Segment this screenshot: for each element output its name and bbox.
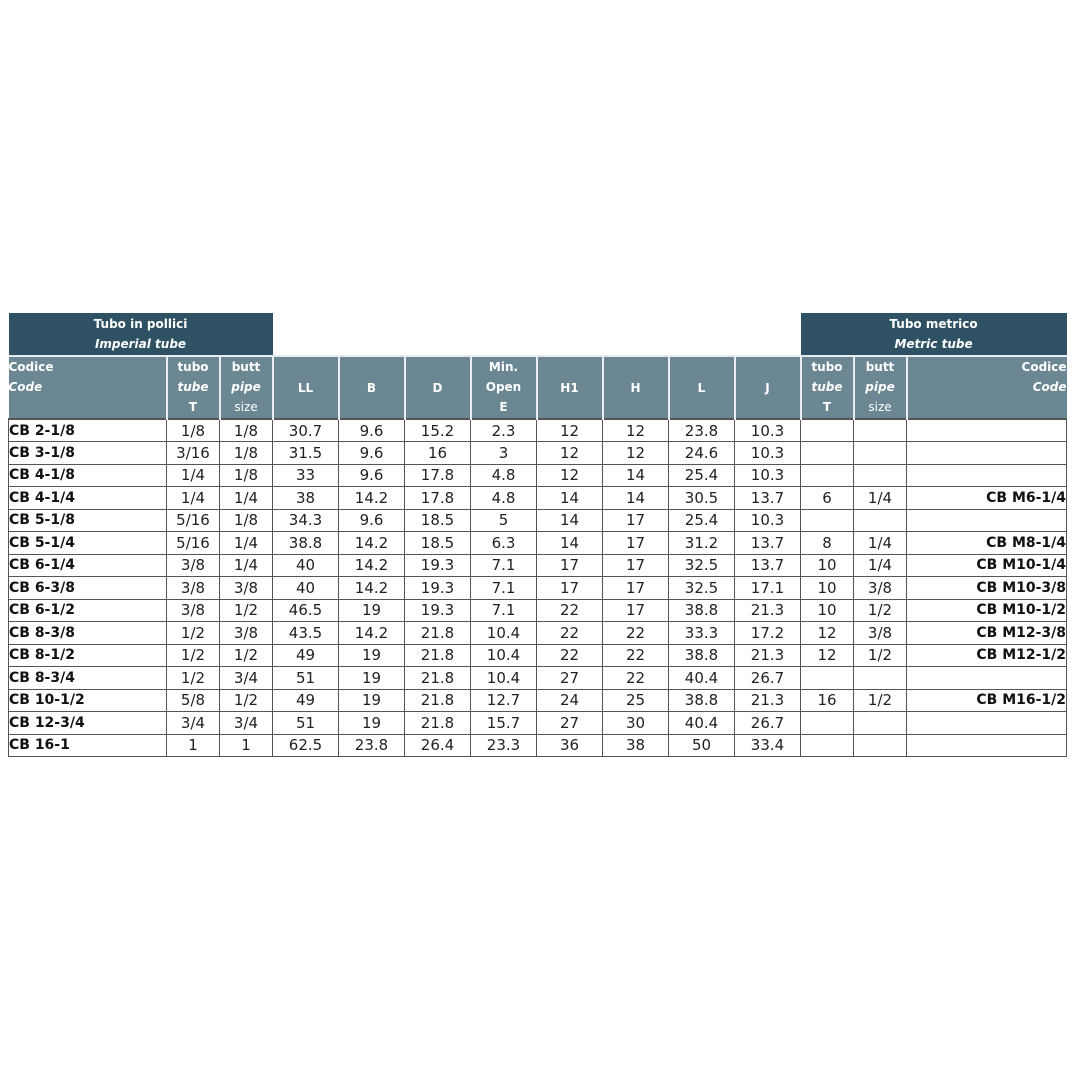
cell-h: 17 (603, 532, 669, 555)
cell-j: 21.3 (735, 599, 801, 622)
cell-h1: 14 (537, 509, 603, 532)
table-row (9, 532, 1067, 555)
cell-d: 19.3 (405, 599, 471, 622)
cell-l: 38.8 (669, 689, 735, 712)
table-row (9, 577, 1067, 600)
cell-d: 21.8 (405, 667, 471, 690)
cell-j: 13.7 (735, 554, 801, 577)
cell-metric-code (907, 442, 1067, 465)
cell-h1: 36 (537, 734, 603, 757)
cell-d: 18.5 (405, 532, 471, 555)
cell-h1: 22 (537, 599, 603, 622)
cell-min-open: 7.1 (471, 554, 537, 577)
table-row (9, 599, 1067, 622)
cell-tube: 3/8 (167, 554, 220, 577)
cell-j: 10.3 (735, 509, 801, 532)
dimensions-table (8, 313, 1067, 757)
cell-b: 9.6 (339, 509, 405, 532)
cell-metric-tube (801, 419, 854, 442)
cell-metric-tube (801, 712, 854, 735)
col-code-en: Code (8, 380, 43, 394)
table-row (9, 554, 1067, 577)
table-row (9, 734, 1067, 757)
col-minopen-1: Min. (488, 360, 519, 374)
cell-h: 17 (603, 509, 669, 532)
col-header-j: J (735, 356, 801, 419)
cell-metric-butt: 1/2 (854, 644, 907, 667)
cell-h: 14 (603, 464, 669, 487)
cell-metric-tube (801, 667, 854, 690)
cell-j: 21.3 (735, 644, 801, 667)
cell-min-open: 10.4 (471, 644, 537, 667)
cell-h: 12 (603, 419, 669, 442)
col-header-butt (220, 356, 273, 419)
cell-ll: 30.7 (273, 419, 339, 442)
cell-metric-butt (854, 419, 907, 442)
cell-h1: 12 (537, 442, 603, 465)
cell-metric-code (907, 667, 1067, 690)
cell-d: 19.3 (405, 577, 471, 600)
cell-tube: 3/16 (167, 442, 220, 465)
col-m-tube-it: tubo (811, 360, 843, 374)
table-row (9, 667, 1067, 690)
cell-b: 9.6 (339, 442, 405, 465)
cell-h: 22 (603, 622, 669, 645)
cell-h1: 17 (537, 554, 603, 577)
cell-butt: 1/8 (220, 464, 273, 487)
cell-h1: 22 (537, 644, 603, 667)
cell-min-open: 3 (471, 442, 537, 465)
cell-b: 14.2 (339, 554, 405, 577)
cell-code: CB 10-1/2 (9, 689, 167, 712)
cell-d: 21.8 (405, 689, 471, 712)
col-header-h1: H1 (537, 356, 603, 419)
table-body (9, 419, 1067, 757)
table-row (9, 622, 1067, 645)
cell-b: 14.2 (339, 622, 405, 645)
cell-metric-code: CB M16-1/2 (907, 689, 1067, 712)
cell-h: 30 (603, 712, 669, 735)
metric-group-header (801, 313, 1067, 356)
col-header-h: H (603, 356, 669, 419)
cell-l: 23.8 (669, 419, 735, 442)
cell-j: 10.3 (735, 419, 801, 442)
cell-metric-butt: 1/4 (854, 554, 907, 577)
cell-tube: 5/16 (167, 532, 220, 555)
cell-code: CB 8-3/4 (9, 667, 167, 690)
cell-tube: 5/8 (167, 689, 220, 712)
col-header-ll: LL (273, 356, 339, 419)
table-row (9, 689, 1067, 712)
cell-l: 32.5 (669, 577, 735, 600)
cell-metric-tube: 16 (801, 689, 854, 712)
cell-metric-butt: 3/8 (854, 577, 907, 600)
cell-b: 23.8 (339, 734, 405, 757)
table-row (9, 509, 1067, 532)
cell-d: 17.8 (405, 487, 471, 510)
cell-ll: 31.5 (273, 442, 339, 465)
cell-l: 24.6 (669, 442, 735, 465)
col-m-butt-it: butt (865, 360, 895, 374)
table-row (9, 464, 1067, 487)
cell-ll: 62.5 (273, 734, 339, 757)
cell-tube: 1/4 (167, 464, 220, 487)
cell-butt: 1/2 (220, 644, 273, 667)
cell-b: 14.2 (339, 532, 405, 555)
col-tube-sym: T (188, 400, 198, 414)
cell-j: 21.3 (735, 689, 801, 712)
col-tube-en: tube (177, 380, 209, 394)
col-butt-en: pipe (231, 380, 261, 394)
cell-h: 38 (603, 734, 669, 757)
cell-tube: 3/8 (167, 599, 220, 622)
cell-butt: 1/4 (220, 554, 273, 577)
col-header-metric-code (907, 356, 1067, 419)
cell-code: CB 6-3/8 (9, 577, 167, 600)
cell-b: 14.2 (339, 487, 405, 510)
cell-metric-code: CB M12-3/8 (907, 622, 1067, 645)
cell-j: 17.2 (735, 622, 801, 645)
cell-l: 50 (669, 734, 735, 757)
cell-code: CB 12-3/4 (9, 712, 167, 735)
cell-code: CB 3-1/8 (9, 442, 167, 465)
imperial-group-header (9, 313, 273, 356)
cell-butt: 1/4 (220, 487, 273, 510)
col-header-min-open (471, 356, 537, 419)
cell-metric-code: CB M10-1/4 (907, 554, 1067, 577)
cell-butt: 1 (220, 734, 273, 757)
cell-tube: 1/2 (167, 667, 220, 690)
table-row (9, 487, 1067, 510)
cell-ll: 49 (273, 689, 339, 712)
cell-code: CB 8-3/8 (9, 622, 167, 645)
cell-h1: 12 (537, 419, 603, 442)
cell-metric-code: CB M12-1/2 (907, 644, 1067, 667)
col-minopen-2: Open (485, 380, 522, 394)
cell-metric-tube (801, 464, 854, 487)
cell-l: 38.8 (669, 644, 735, 667)
cell-metric-code (907, 734, 1067, 757)
cell-metric-tube (801, 442, 854, 465)
cell-metric-butt: 1/2 (854, 689, 907, 712)
cell-min-open: 4.8 (471, 464, 537, 487)
cell-d: 16 (405, 442, 471, 465)
cell-h1: 12 (537, 464, 603, 487)
cell-j: 26.7 (735, 667, 801, 690)
cell-l: 38.8 (669, 599, 735, 622)
cell-d: 18.5 (405, 509, 471, 532)
cell-tube: 1/2 (167, 644, 220, 667)
cell-b: 9.6 (339, 464, 405, 487)
cell-metric-tube: 10 (801, 577, 854, 600)
cell-metric-code: CB M10-3/8 (907, 577, 1067, 600)
cell-l: 31.2 (669, 532, 735, 555)
cell-code: CB 16-1 (9, 734, 167, 757)
cell-metric-code: CB M10-1/2 (907, 599, 1067, 622)
column-header-row (9, 356, 1067, 419)
table-row (9, 712, 1067, 735)
cell-j: 33.4 (735, 734, 801, 757)
cell-h1: 14 (537, 532, 603, 555)
cell-metric-butt (854, 734, 907, 757)
cell-d: 17.8 (405, 464, 471, 487)
cell-butt: 1/4 (220, 532, 273, 555)
cell-metric-tube: 10 (801, 599, 854, 622)
metric-group-title: Tubo metrico (889, 317, 978, 331)
metric-group-subtitle: Metric tube (894, 337, 973, 351)
cell-min-open: 7.1 (471, 599, 537, 622)
cell-tube: 3/8 (167, 577, 220, 600)
cell-h: 17 (603, 599, 669, 622)
cell-tube: 5/16 (167, 509, 220, 532)
cell-ll: 38 (273, 487, 339, 510)
group-header-row (9, 313, 1067, 356)
cell-min-open: 5 (471, 509, 537, 532)
cell-ll: 33 (273, 464, 339, 487)
cell-metric-butt: 1/2 (854, 599, 907, 622)
cell-ll: 51 (273, 712, 339, 735)
col-header-d: D (405, 356, 471, 419)
col-butt-size: size (234, 400, 258, 414)
cell-h: 22 (603, 644, 669, 667)
cell-metric-code: CB M6-1/4 (907, 487, 1067, 510)
cell-metric-code: CB M8-1/4 (907, 532, 1067, 555)
cell-metric-butt (854, 464, 907, 487)
cell-min-open: 4.8 (471, 487, 537, 510)
cell-metric-tube (801, 509, 854, 532)
cell-min-open: 10.4 (471, 622, 537, 645)
cell-h1: 24 (537, 689, 603, 712)
cell-min-open: 7.1 (471, 577, 537, 600)
cell-butt: 3/8 (220, 622, 273, 645)
cell-metric-butt (854, 667, 907, 690)
cell-code: CB 8-1/2 (9, 644, 167, 667)
cell-h: 14 (603, 487, 669, 510)
cell-metric-tube: 8 (801, 532, 854, 555)
cell-l: 25.4 (669, 464, 735, 487)
cell-min-open: 2.3 (471, 419, 537, 442)
cell-l: 40.4 (669, 667, 735, 690)
cell-d: 21.8 (405, 644, 471, 667)
cell-tube: 1/2 (167, 622, 220, 645)
cell-l: 40.4 (669, 712, 735, 735)
table-row (9, 644, 1067, 667)
col-m-tube-sym: T (822, 400, 832, 414)
cell-tube: 1 (167, 734, 220, 757)
cell-min-open: 6.3 (471, 532, 537, 555)
cell-d: 19.3 (405, 554, 471, 577)
cell-h: 17 (603, 554, 669, 577)
cell-b: 19 (339, 644, 405, 667)
cell-metric-tube: 12 (801, 622, 854, 645)
cell-d: 21.8 (405, 712, 471, 735)
cell-code: CB 5-1/4 (9, 532, 167, 555)
cell-metric-butt: 1/4 (854, 487, 907, 510)
col-code-it: Codice (8, 360, 54, 374)
cell-butt: 1/2 (220, 599, 273, 622)
cell-metric-butt: 3/8 (854, 622, 907, 645)
cell-h1: 22 (537, 622, 603, 645)
cell-butt: 3/4 (220, 667, 273, 690)
cell-j: 10.3 (735, 464, 801, 487)
cell-j: 13.7 (735, 532, 801, 555)
cell-metric-code (907, 509, 1067, 532)
cell-min-open: 12.7 (471, 689, 537, 712)
cell-code: CB 6-1/2 (9, 599, 167, 622)
col-header-b: B (339, 356, 405, 419)
col-m-code-en: Code (1032, 380, 1067, 394)
cell-b: 14.2 (339, 577, 405, 600)
cell-code: CB 5-1/8 (9, 509, 167, 532)
cell-butt: 3/8 (220, 577, 273, 600)
cell-l: 33.3 (669, 622, 735, 645)
cell-metric-code (907, 712, 1067, 735)
col-m-butt-en: pipe (865, 380, 895, 394)
col-header-metric-butt (854, 356, 907, 419)
cell-ll: 51 (273, 667, 339, 690)
cell-code: CB 6-1/4 (9, 554, 167, 577)
imperial-group-title: Tubo in pollici (93, 317, 188, 331)
cell-metric-code (907, 419, 1067, 442)
cell-butt: 3/4 (220, 712, 273, 735)
cell-b: 19 (339, 667, 405, 690)
col-minopen-3: E (499, 400, 508, 414)
cell-metric-butt: 1/4 (854, 532, 907, 555)
cell-min-open: 15.7 (471, 712, 537, 735)
col-m-tube-en: tube (811, 380, 843, 394)
cell-d: 26.4 (405, 734, 471, 757)
cell-metric-tube: 10 (801, 554, 854, 577)
cell-h: 17 (603, 577, 669, 600)
cell-tube: 3/4 (167, 712, 220, 735)
cell-butt: 1/8 (220, 442, 273, 465)
cell-butt: 1/8 (220, 419, 273, 442)
cell-metric-code (907, 464, 1067, 487)
cell-metric-tube: 6 (801, 487, 854, 510)
cell-ll: 38.8 (273, 532, 339, 555)
cell-ll: 34.3 (273, 509, 339, 532)
cell-j: 10.3 (735, 442, 801, 465)
cell-h1: 27 (537, 712, 603, 735)
cell-ll: 40 (273, 554, 339, 577)
cell-metric-tube (801, 734, 854, 757)
cell-d: 21.8 (405, 622, 471, 645)
cell-tube: 1/8 (167, 419, 220, 442)
table-row (9, 442, 1067, 465)
cell-b: 19 (339, 712, 405, 735)
col-header-code (9, 356, 167, 419)
cell-code: CB 2-1/8 (9, 419, 167, 442)
col-tube-it: tubo (177, 360, 209, 374)
cell-ll: 43.5 (273, 622, 339, 645)
cell-b: 19 (339, 689, 405, 712)
cell-j: 26.7 (735, 712, 801, 735)
cell-ll: 46.5 (273, 599, 339, 622)
cell-butt: 1/8 (220, 509, 273, 532)
cell-b: 19 (339, 599, 405, 622)
cell-h: 22 (603, 667, 669, 690)
cell-metric-butt (854, 509, 907, 532)
cell-h: 12 (603, 442, 669, 465)
cell-j: 17.1 (735, 577, 801, 600)
col-header-metric-tube (801, 356, 854, 419)
group-spacer (273, 313, 801, 356)
cell-tube: 1/4 (167, 487, 220, 510)
cell-d: 15.2 (405, 419, 471, 442)
col-header-l: L (669, 356, 735, 419)
imperial-group-subtitle: Imperial tube (94, 337, 187, 351)
cell-h: 25 (603, 689, 669, 712)
col-m-code-it: Codice (1021, 360, 1067, 374)
cell-metric-tube: 12 (801, 644, 854, 667)
table-row (9, 419, 1067, 442)
cell-code: CB 4-1/4 (9, 487, 167, 510)
cell-code: CB 4-1/8 (9, 464, 167, 487)
cell-butt: 1/2 (220, 689, 273, 712)
col-m-butt-size: size (868, 400, 892, 414)
cell-l: 25.4 (669, 509, 735, 532)
cell-min-open: 23.3 (471, 734, 537, 757)
cell-h1: 14 (537, 487, 603, 510)
cell-h1: 17 (537, 577, 603, 600)
cell-ll: 49 (273, 644, 339, 667)
cell-b: 9.6 (339, 419, 405, 442)
col-butt-it: butt (231, 360, 261, 374)
cell-ll: 40 (273, 577, 339, 600)
cell-j: 13.7 (735, 487, 801, 510)
cell-h1: 27 (537, 667, 603, 690)
cell-min-open: 10.4 (471, 667, 537, 690)
cell-metric-butt (854, 712, 907, 735)
cell-l: 32.5 (669, 554, 735, 577)
cell-metric-butt (854, 442, 907, 465)
col-header-tube (167, 356, 220, 419)
cell-l: 30.5 (669, 487, 735, 510)
